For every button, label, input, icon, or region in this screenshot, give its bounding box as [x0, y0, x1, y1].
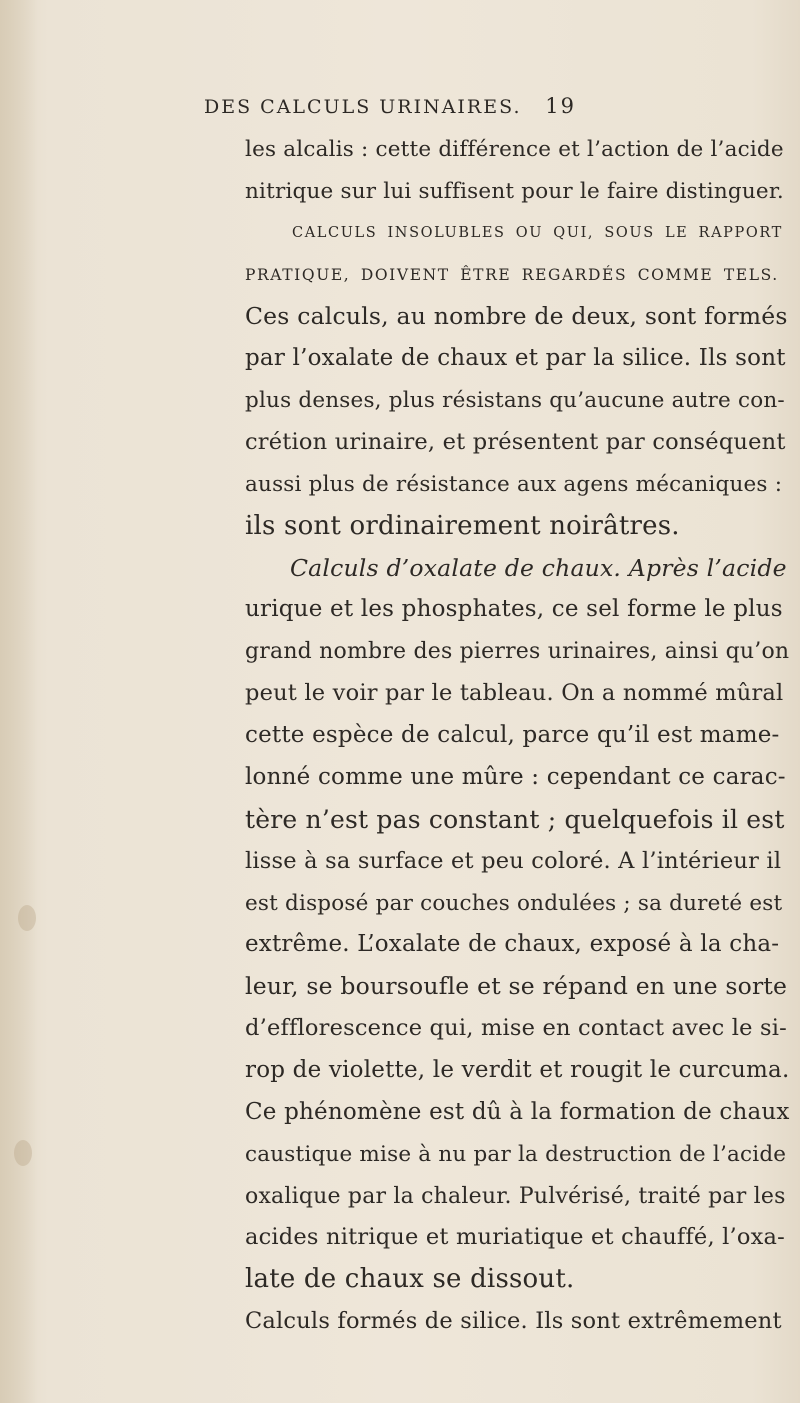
paper-stain: [18, 905, 36, 931]
text-line: tère n’est pas constant ; quelquefois il est: [245, 804, 785, 834]
text-line: d’efflorescence qui, mise en contact avec le si-: [245, 1015, 787, 1042]
text-line: rop de violette, le verdit et rougit le curcuma.: [245, 1056, 790, 1083]
text-line: Ce phénomène est dû à la formation de chaux: [245, 1098, 790, 1125]
subsection-heading-line: Calculs d’oxalate de chaux. Après l’acide: [290, 553, 787, 582]
text-line: urique et les phosphates, ce sel forme le plus: [245, 596, 783, 623]
text-line: leur, se boursoufle et se répand en une sorte: [245, 972, 788, 1001]
text-line: extrême. L’oxalate de chaux, exposé à la cha-: [245, 931, 780, 958]
section-heading-line: PRATIQUE, DOIVENT ÊTRE REGARDÉS COMME TELS.: [245, 265, 779, 284]
page-number: 19: [545, 94, 576, 118]
text-line: lonné comme une mûre : cependant ce carac-: [245, 763, 786, 790]
text-line: par l’oxalate de chaux et par la silice. Ils sont: [245, 345, 786, 372]
section-heading-line: CALCULS INSOLUBLES OU QUI, SOUS LE RAPPORT: [292, 224, 783, 241]
text-line: late de chaux se dissout.: [245, 1264, 575, 1295]
text-line: nitrique sur lui suffisent pour le faire distinguer.: [245, 178, 784, 204]
text-line: grand nombre des pierres urinaires, ainsi qu’on: [245, 639, 790, 665]
text-line: caustique mise à nu par la destruction de l’acide: [245, 1141, 787, 1167]
page-header: [204, 88, 576, 122]
text-line: crétion urinaire, et présentent par conséquent: [245, 429, 786, 456]
text-line: les alcalis : cette différence et l’action de l’acide: [245, 137, 784, 162]
text-line: Calculs formés de silice. Ils sont extrêmement: [245, 1308, 782, 1335]
page-gutter-shadow: [0, 0, 38, 1403]
text-line: Ces calculs, au nombre de deux, sont formés: [245, 302, 788, 331]
text-line: lisse à sa surface et peu coloré. A l’intérieur il: [245, 847, 782, 874]
text-line: acides nitrique et muriatique et chauffé, l’oxa-: [245, 1224, 785, 1251]
text-line: plus denses, plus résistans qu’aucune autre con-: [245, 388, 785, 414]
text-line: oxalique par la chaleur. Pulvérisé, traité par les: [245, 1183, 786, 1209]
running-title: DES CALCULS URINAIRES.: [204, 96, 522, 118]
text-line: ils sont ordinairement noirâtres.: [245, 510, 680, 541]
text-line: est disposé par couches ondulées ; sa dureté est: [245, 890, 783, 916]
text-line: cette espèce de calcul, parce qu’il est mame-: [245, 722, 780, 749]
paper-stain: [14, 1140, 32, 1166]
text-line: aussi plus de résistance aux agens mécaniques :: [245, 471, 783, 497]
text-line: peut le voir par le tableau. On a nommé mûral: [245, 680, 784, 707]
